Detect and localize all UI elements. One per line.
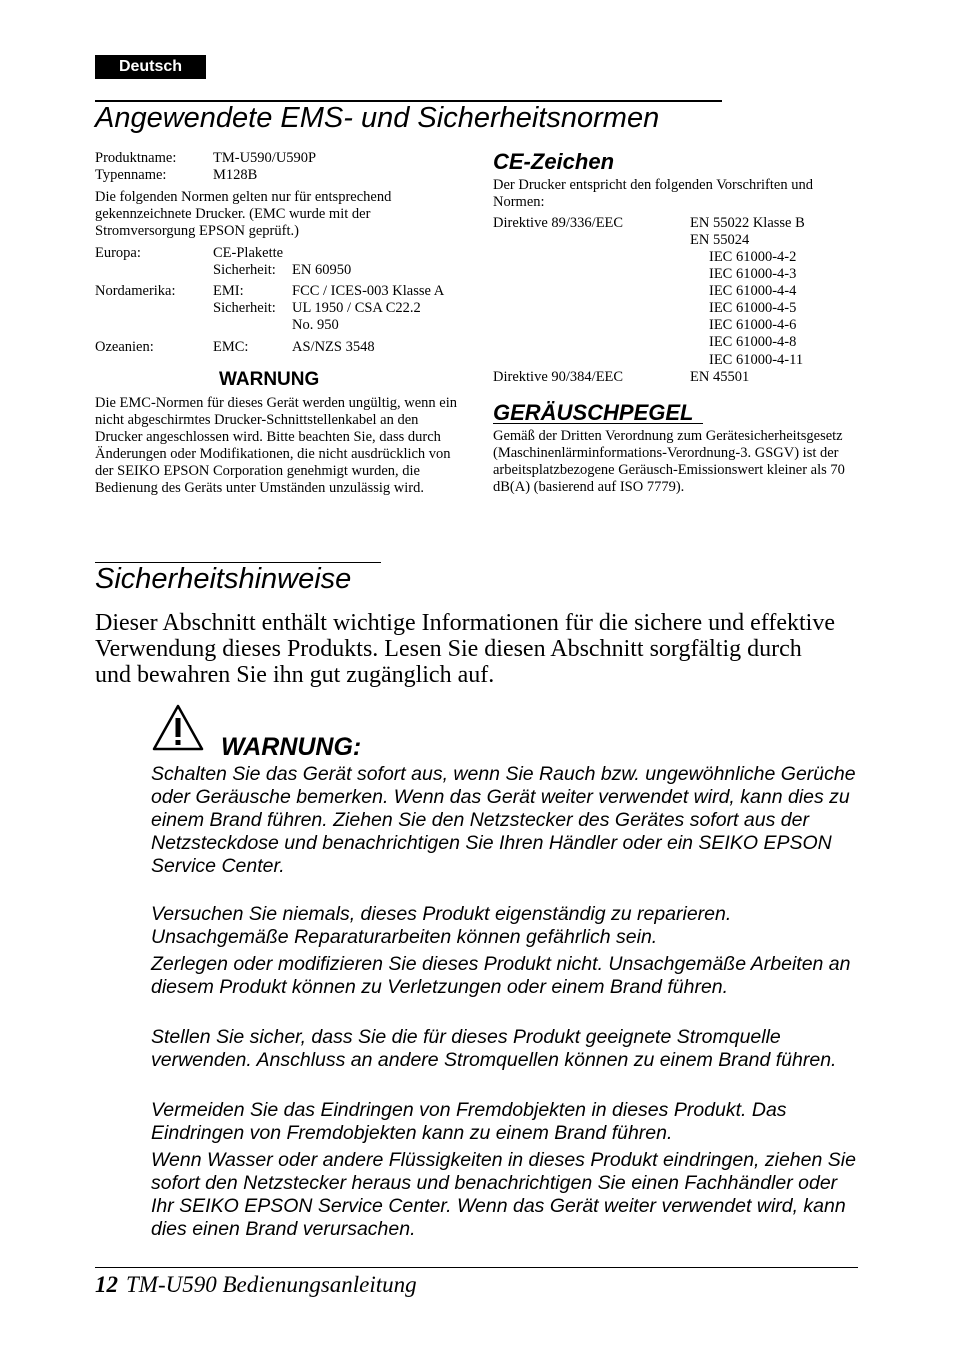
- warning-triangle-icon: [152, 703, 204, 751]
- ce-norm: EN 45501: [690, 369, 750, 385]
- safety-warning-item: Vermeiden Sie das Eindringen von Fremdobjekten in dieses Produkt. Das Eindringen von Fremdobjekten kann zu einem Brand führen.: [151, 1099, 787, 1144]
- region-standard: UL 1950 / CSA C22.2: [292, 300, 421, 316]
- directive-1: Direktive 89/336/EEC: [493, 215, 624, 231]
- region-standard: EN 60950: [292, 262, 352, 278]
- ce-norm: EN 55024: [690, 232, 750, 248]
- safety-warning-item: Stellen Sie sicher, dass Sie die für dieses Produkt geeignete Stromquelle verwenden. Anschluss an andere Stromquellen können zu einem Brand führen.: [151, 1026, 837, 1071]
- safety-intro: Dieser Abschnitt enthält wichtige Informationen für die sichere und effektive Verwendung dieses Produkts. Lesen Sie diesen Abschnitt sorgfältig durch und bewahren Sie ihn gut zugänglich auf.: [95, 610, 835, 688]
- noise-text: Gemäß der Dritten Verordnung zum Gerätesicherheitsgesetz (Maschinenlärminformations-Verordnung-3. GSGV) ist der arbeitsplatzbezogene Geräusch-Emissionswert kleiner als 70 dB(A) (basierend auf ISO 7779).: [493, 428, 845, 495]
- page-footer: [95, 1270, 417, 1300]
- type-name-row: [95, 167, 258, 184]
- ce-intro: Der Drucker entspricht den folgenden Vorschriften und Normen:: [493, 177, 813, 210]
- manual-title: TM-U590 Bedienungsanleitung: [126, 1272, 417, 1297]
- iec-norm: IEC 61000-4-11: [709, 352, 804, 368]
- region-kind: EMC:: [213, 339, 249, 355]
- standards-left-column: [95, 150, 465, 520]
- standards-note: Die folgenden Normen gelten nur für entsprechend gekennzeichnete Drucker. (EMC wurde mit der Stromversorgung EPSON geprüft.): [95, 189, 392, 239]
- region-row: [95, 245, 284, 262]
- type-name-label: Typenname:: [95, 167, 167, 183]
- product-name-label: Produktname:: [95, 150, 177, 166]
- iec-norm: IEC 61000-4-8: [709, 334, 797, 350]
- safety-warning-label: WARNUNG:: [221, 733, 362, 761]
- iec-norm: IEC 61000-4-4: [709, 283, 797, 299]
- region-standard: AS/NZS 3548: [292, 339, 375, 355]
- region-kind: Sicherheit:: [213, 300, 276, 316]
- page-number: 12: [95, 1272, 118, 1297]
- region-standard: No. 950: [292, 317, 339, 333]
- region-kind: CE-Plakette: [213, 245, 284, 261]
- safety-warning-item: Schalten Sie das Gerät sofort aus, wenn Sie Rauch bzw. ungewöhnliche Gerüche oder Geräusche bemerken. Wenn das Gerät weiter verwendet wird, kann dies zu einem Brand führen. Ziehen Sie den Netzstecker des Gerätes sofort aus der Netzsteckdose und benachrichtigen Sie Ihren Händler oder ein SEIKO EPSON Service Center.: [151, 763, 856, 877]
- safety-warning-item: Versuchen Sie niemals, dieses Produkt eigenständig zu reparieren. Unsachgemäße Reparaturarbeiten können gefährlich sein.: [151, 903, 732, 948]
- region-standard: FCC / ICES-003 Klasse A: [292, 283, 445, 299]
- iec-norm: IEC 61000-4-5: [709, 300, 797, 316]
- noise-title: GERÄUSCHPEGEL: [493, 400, 694, 425]
- safety-warning-item: Wenn Wasser oder andere Flüssigkeiten in dieses Produkt eindringen, ziehen Sie sofort den Netzstecker heraus und benachrichtigen Sie einen Fachhändler oder Ihr SEIKO EPSON Service Center. Wenn das Gerät weiter verwendet wird, kann dies einen Brand verursachen.: [151, 1149, 856, 1240]
- section-title-standards: Angewendete EMS- und Sicherheitsnormen: [95, 102, 660, 134]
- product-name-value: TM-U590/U590P: [213, 150, 317, 166]
- footer-rule: [95, 1267, 858, 1268]
- region-kind: Sicherheit:: [213, 262, 276, 278]
- ce-norm: EN 55022 Klasse B: [690, 215, 805, 231]
- type-name-value: M128B: [213, 167, 258, 183]
- noise-title-underline: [493, 423, 703, 424]
- ce-title: CE-Zeichen: [493, 149, 615, 174]
- directive-2: Direktive 90/384/EEC: [493, 369, 624, 385]
- region-row: [95, 339, 375, 356]
- region-row: [95, 283, 445, 300]
- section-title-safety: Sicherheitshinweise: [95, 563, 352, 595]
- region-label: Nordamerika:: [95, 283, 176, 299]
- emc-warning-label: WARNUNG: [219, 369, 320, 390]
- product-name-row: [95, 150, 317, 167]
- region-label: Europa:: [95, 245, 141, 261]
- iec-norm: IEC 61000-4-3: [709, 266, 797, 282]
- region-label: Ozeanien:: [95, 339, 154, 355]
- iec-norm: IEC 61000-4-6: [709, 317, 797, 333]
- emc-warning-text: Die EMC-Normen für dieses Gerät werden ungültig, wenn ein nicht abgeschirmtes Drucker-Schnittstellenkabel an den Drucker angeschlossen wird. Bitte beachten Sie, dass durch Änderungen oder Modifikationen, die nicht ausdrücklich von der SEIKO EPSON Corporation genehmigt wurden, die Bedienung des Geräts unter Umständen unzulässig wird.: [95, 395, 457, 496]
- safety-warning-item: Zerlegen oder modifizieren Sie dieses Produkt nicht. Unsachgemäße Arbeiten an diesem Produkt können zu Verletzungen oder einem Brand führen.: [151, 953, 851, 998]
- region-kind: EMI:: [213, 283, 244, 299]
- language-tab: Deutsch: [95, 55, 206, 79]
- iec-norm: IEC 61000-4-2: [709, 249, 797, 265]
